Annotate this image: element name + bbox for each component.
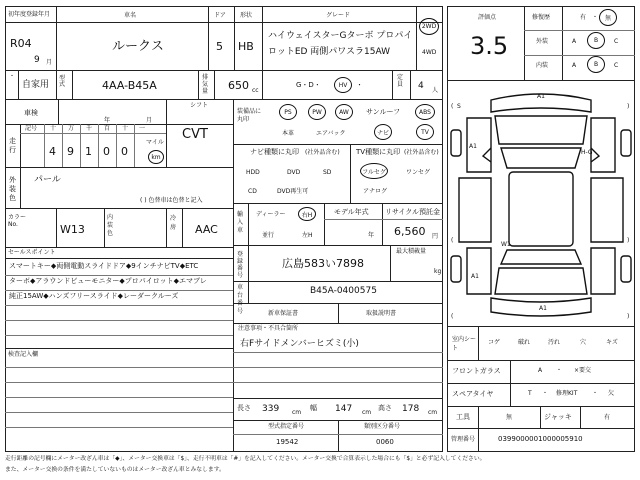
manual-label: 取扱説明書 xyxy=(366,310,397,317)
disp-unit: cc xyxy=(252,87,259,94)
fuel-options: G・D・ xyxy=(296,81,321,89)
length-label: 長さ xyxy=(237,404,251,412)
car-name-label: 車名 xyxy=(124,12,137,19)
navi-dvd-play: DVD再生可 xyxy=(277,188,309,195)
mileage-unit-mile: マイル xyxy=(146,139,164,146)
tv-title: TV種類に丸印 xyxy=(356,148,401,156)
model-label: 型式 xyxy=(59,75,66,88)
svg-text:(: ( xyxy=(451,313,454,320)
int-c: C xyxy=(614,62,619,69)
digit-label-6: 一 xyxy=(139,125,146,132)
width-unit: cm xyxy=(362,409,372,416)
seat-tear: 破れ xyxy=(518,339,531,346)
reg-number: 広島583い7898 xyxy=(282,257,364,270)
int-label: 内装 xyxy=(536,62,549,69)
grade-line2: ロットED 両側パワスラ15AW xyxy=(268,47,391,57)
equip-sunroof: サンルーフ xyxy=(366,108,401,116)
first-reg-label: 初年度登録年月 xyxy=(8,11,51,18)
color-label: 外装色 xyxy=(9,176,16,202)
glass-dot: ・ xyxy=(556,367,563,374)
cool-label: 冷房 xyxy=(170,215,177,231)
digit-label-3: 千 xyxy=(86,125,93,132)
import-left-hand: 左H xyxy=(302,232,313,239)
model-year: 年 xyxy=(368,232,375,239)
recycle-yen: 円 xyxy=(432,233,439,240)
navi-title: ナビ種類に丸印 xyxy=(250,148,299,156)
reg-year: R04 xyxy=(10,37,32,50)
car-damage-diagram xyxy=(447,82,635,326)
diagram-label-a1-front: A1 xyxy=(537,93,545,100)
model-year-label: モデル年式 xyxy=(334,208,369,216)
class-num: 0060 xyxy=(376,438,394,446)
private-use: 自家用 xyxy=(22,80,50,90)
recycle-value: 6,560 xyxy=(394,225,426,238)
recycle-label: リサイクル預託金 xyxy=(385,208,441,216)
sales-label: セールスポイント xyxy=(8,249,56,256)
model-value: 4AA-B45A xyxy=(102,79,157,92)
equip-abs: ABS xyxy=(415,104,435,120)
inspect-month-label: 月 xyxy=(146,117,153,124)
reg-number-label: 登録番号 xyxy=(237,251,244,279)
inspect-label: 車検 xyxy=(24,109,38,117)
navi-cd: CD xyxy=(248,188,257,195)
mileage-km-circle xyxy=(148,150,164,164)
capacity-unit: 人 xyxy=(432,87,439,94)
equip-pw: PW xyxy=(308,104,326,120)
height-value: 178 xyxy=(402,404,420,414)
svg-text:S: S xyxy=(457,103,461,110)
score-value: 3.5 xyxy=(470,32,509,60)
equip-leather: 本革 xyxy=(282,130,295,137)
int-b: B xyxy=(593,61,599,68)
seat-hole: 穴 xyxy=(580,339,587,346)
ext-b: B xyxy=(593,37,599,44)
repair-no-circle xyxy=(599,9,617,26)
diagram-label-a1-left-rear: A1 xyxy=(471,273,479,280)
navi-hdd: HDD xyxy=(246,169,260,176)
seat-burn: コゲ xyxy=(488,339,501,346)
type-num: 19542 xyxy=(276,438,299,446)
equip-tv: TV xyxy=(416,124,434,140)
spare-dot1: ・ xyxy=(542,390,549,397)
ext-a: A xyxy=(572,38,577,45)
length-unit: cm xyxy=(292,409,302,416)
drive-2wd-circle xyxy=(419,18,439,35)
body-label: 形状 xyxy=(240,12,253,19)
mileage-digit-1: 4 xyxy=(49,145,56,158)
diagram-label-a1-left-front: A1 xyxy=(469,143,477,150)
grade-label: グレード xyxy=(326,12,351,19)
import-dealer: ディーラー xyxy=(256,211,286,218)
cool-value: AAC xyxy=(195,223,218,236)
mgmt-label: 管理番号 xyxy=(451,436,476,443)
tools-label: 工具 xyxy=(456,413,470,421)
mileage-label: 走行 xyxy=(9,137,16,154)
int-a: A xyxy=(572,62,577,69)
fuel-hv: HV xyxy=(338,81,348,89)
grade-line1: ハイウェイスターGターボ プロパイ xyxy=(268,31,413,41)
shift-label: シフト xyxy=(190,102,209,109)
int-b-circle xyxy=(587,56,605,73)
jack-label: ジャッキ xyxy=(544,413,572,421)
sales-line-3: 純正15AW◆ハンズフリースライド◆レーダークルーズ xyxy=(9,292,179,300)
digit-label-2: 万 xyxy=(68,125,75,132)
svg-text:): ) xyxy=(627,313,630,320)
inspect-year-label: 年 xyxy=(104,117,111,124)
doors-value: 5 xyxy=(216,40,223,53)
spare-kit: 修理KIT xyxy=(556,390,578,397)
max-load-unit: kg xyxy=(434,268,442,275)
fuel-hv-circle xyxy=(334,77,352,93)
equip-navi: ナビ xyxy=(374,124,392,140)
notes-label: 注意事項・不具合箇所 xyxy=(238,325,299,332)
color-value: パール xyxy=(34,175,61,185)
navi-note: (社外品含む) xyxy=(305,149,340,156)
car-name: ルークス xyxy=(112,39,164,54)
equip-ps: PS xyxy=(279,104,297,120)
reg-month: 9 xyxy=(34,55,40,65)
digit-label-0: 記号 xyxy=(25,125,38,132)
spare-t: T xyxy=(528,390,532,397)
body-value: HB xyxy=(238,40,254,53)
tv-note: (社外品含む) xyxy=(404,149,439,156)
color-note: ( ) 色替車は色替と記入 xyxy=(140,197,203,204)
width-value: 147 xyxy=(335,404,353,414)
fuel-rest: ・ xyxy=(356,81,363,89)
equip-title: 装備品に丸印 xyxy=(237,108,262,123)
equip-aw: AW xyxy=(335,104,353,120)
glass-a: A xyxy=(538,367,543,374)
diagram-label-hg: H-G xyxy=(581,149,593,156)
repair-label: 修復歴 xyxy=(532,14,551,21)
svg-text:(: ( xyxy=(451,237,454,244)
tv-oneseg: ワンセグ xyxy=(406,169,431,176)
sales-line-2: ターボ◆アラウンドビューモニター◆プロパイロット◆エマブレ xyxy=(9,277,207,285)
svg-text:): ) xyxy=(627,237,630,244)
svg-text:(: ( xyxy=(451,103,454,110)
tv-fullseg: フルセグ xyxy=(360,163,388,179)
mgmt-number: 0399000001000005910 xyxy=(498,435,583,443)
max-load-label: 最大積載量 xyxy=(396,248,427,255)
import-right-hand: 右H xyxy=(298,207,316,221)
doors-label: ドア xyxy=(214,12,226,19)
equip-airbag: エアバック xyxy=(316,130,346,137)
footer-line-2: また、メーター交換の条件を満たしていないものはメーター改ざん車とみなします。 xyxy=(5,467,225,473)
sales-line-1: スマートキー◆両側電動スライドドア◆9インチナビTV◆ETC xyxy=(9,262,199,270)
width-label: 幅 xyxy=(310,404,317,412)
type-num-label: 型式指定番号 xyxy=(268,423,305,430)
import-parallel: 並行 xyxy=(262,232,275,239)
notes-text: 右Fサイドメンバーヒズミ(小) xyxy=(240,339,359,349)
footer-line-1: 走行距離の記号欄にメーター改ざん車は「◆」、メーター交換車は「$」、走行不明車は「#」を記入してください。メーター交換で合算表示した場合にも「$」と必ず記入してください。 xyxy=(5,456,486,462)
mileage-digit-5: 0 xyxy=(121,145,128,158)
drive-2wd: 2WD xyxy=(421,23,437,30)
inspector-label: 検査記入欄 xyxy=(8,351,39,358)
drive-4wd: 4WD xyxy=(422,49,437,56)
tv-analog: アナログ xyxy=(363,188,388,195)
digit-label-5: 十 xyxy=(122,125,129,132)
ext-b-circle xyxy=(587,32,605,49)
warranty-label: 新車保証書 xyxy=(268,310,299,317)
repair-yes: 有 xyxy=(580,14,587,21)
jack-value: 有 xyxy=(604,414,611,421)
color-code: W13 xyxy=(60,223,85,236)
color-code-label: カラー No. xyxy=(8,214,27,228)
digit-label-1: 十 xyxy=(50,125,57,132)
auction-sheet: 初年度登録年月 R04 9 月 車名 ルークス ドア 5 形状 HB グレード ハイウェイスターGターボ プロパイ ロットED 両側パワスラ15AW 2WD 4WD ・ 自家用 型式 4AA-B45A 排気量 650 cc G・D・ HV ・ 定員 4 人 車検 年 月 シフト CVT 走行 記号 十 万 千 百 十 一 4 9 1 0 0 マイル km 外装色 パール ( ) 色替車は色替と記入 カラー No. W13 内装色 冷房 AAC 装備品に丸印 PS PW AW サンルーフ ABS 本革 エアバック ナビ TV ナビ種類に丸印 (社外品含む) HDD DVD SD CD DVD再生可 TV種類に丸印 (社外品含む) フルセグ ワンセグ アナログ 輸入車 ディーラー 右H 並行 左H モデル年式 年 リサイクル預託金 6,560 円 セールスポイント スマートキー◆両側電動スライドドア◆9インチナビTV◆ETC ターボ◆アラウンドビューモニター◆プロパイロット◆エマブレ 純正15AW◆ハンズフリースライド◆レーダークルーズ 登録番号 広島583い7898 最大積載量 kg 車台番号 B45A-0400575 新車保証書 取扱説明書 注意事項・不具合箇所 右Fサイドメンバーヒズミ(小) 検査記入欄 長さ 339 cm 幅 147 cm 高さ 178 cm 型式指定番号 19542 類別区分番号 0060 評価点 3.5 修復歴 有 ・ 無 外装 A B C 内装 A B C ( S ) ( ) ( ) A1 A1 W1 H-G A1 A1 室内シート コゲ 破れ 汚れ 穴 キズ フロントガラス A ・ ×要交 スペアタイヤ T ・ 修理KIT ・ 欠 工具 無 ジャッキ 有 管理番号 0399000001000005910 走行距離の記号欄にメーター改ざん車は「◆」、メーター交換車は「$」、走行不明車は「#」を記入してください。メーター交換で合算表示した場合にも「$」と必ず記入してください。 また、メーター交換の条件を満たしていないものはメーター改ざん車とみなします。 xyxy=(0,0,640,480)
navi-sd: SD xyxy=(323,169,332,176)
glass-replace: ×要交 xyxy=(574,367,592,374)
mileage-digit-2: 9 xyxy=(67,145,74,158)
height-label: 高さ xyxy=(378,404,392,412)
seat-dirt: 汚れ xyxy=(548,339,561,346)
svg-text:): ) xyxy=(627,103,630,110)
glass-label: フロントガラス xyxy=(452,367,501,375)
spare-missing: 欠 xyxy=(608,390,615,397)
spare-label: スペアタイヤ xyxy=(452,390,494,398)
seat-label: 室内シート xyxy=(452,336,477,352)
reg-month-unit: 月 xyxy=(46,59,53,66)
height-unit: cm xyxy=(428,409,438,416)
diagram-label-a1-rear: A1 xyxy=(539,305,547,312)
interior-label: 内装色 xyxy=(107,214,114,237)
ext-c: C xyxy=(614,38,619,45)
chassis-number: B45A-0400575 xyxy=(310,286,377,296)
disp-label: 排気量 xyxy=(202,74,209,95)
disp-value: 650 xyxy=(228,79,249,92)
spare-dot2: ・ xyxy=(592,390,599,397)
tools-value: 無 xyxy=(506,414,513,421)
mileage-digit-4: 0 xyxy=(103,145,110,158)
chassis-label: 車台番号 xyxy=(237,284,244,315)
class-num-label: 類別区分番号 xyxy=(364,423,401,430)
import-label: 輸入車 xyxy=(237,211,244,234)
capacity-value: 4 xyxy=(418,81,424,91)
length-value: 339 xyxy=(262,404,280,414)
repair-no: 無 xyxy=(604,15,611,22)
mileage-digit-3: 1 xyxy=(85,145,92,158)
diagram-label-w1: W1 xyxy=(501,241,511,248)
capacity-label: 定員 xyxy=(397,74,404,88)
digit-label-4: 百 xyxy=(104,125,111,132)
ext-label: 外装 xyxy=(536,38,549,45)
score-label: 評価点 xyxy=(478,14,497,21)
seat-scratch: キズ xyxy=(606,339,618,346)
navi-dvd: DVD xyxy=(287,169,301,176)
mileage-unit-km: km xyxy=(151,153,161,161)
shift-value: CVT xyxy=(182,127,208,142)
